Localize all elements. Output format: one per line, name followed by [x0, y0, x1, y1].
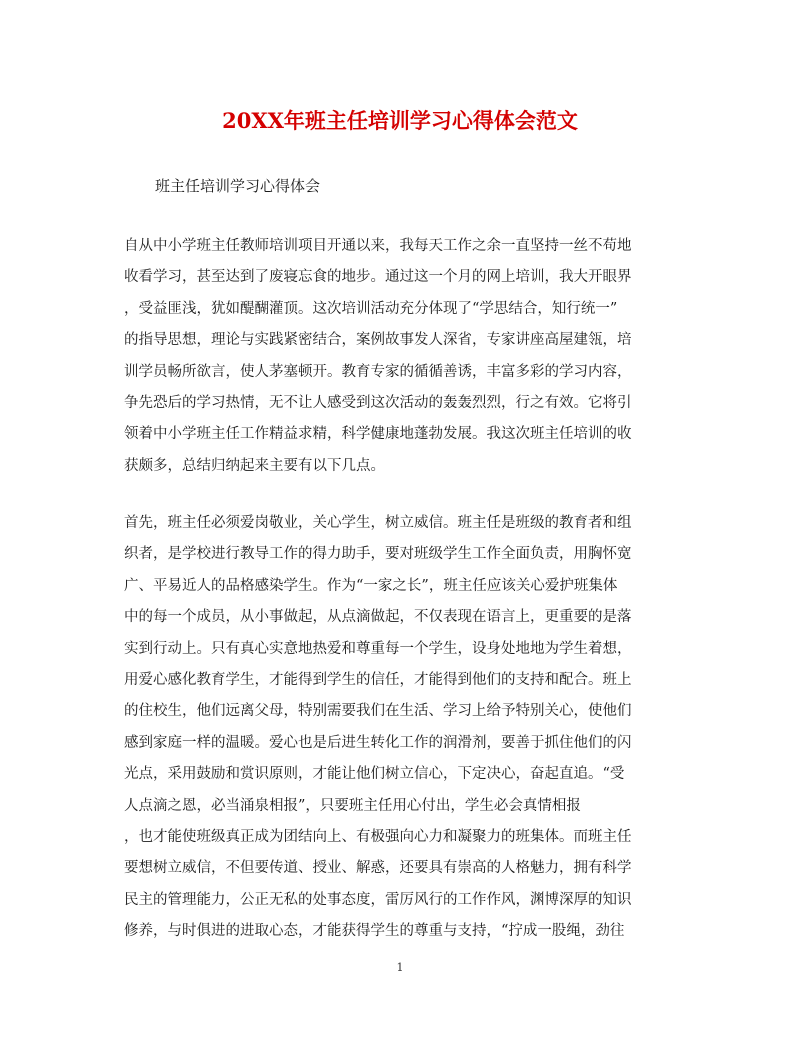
paragraph-line: 训学员畅所欲言，使人茅塞顿开。教育专家的循循善诱，丰富多彩的学习内容， — [124, 363, 632, 380]
paragraph-line: 修养，与时俱进的进取心态，才能获得学生的尊重与支持，“拧成一股绳，劲往 — [124, 923, 625, 940]
paragraph-line: ，受益匪浅，犹如醍醐灌顶。这次培训活动充分体现了“学思结合，知行统一” — [124, 300, 618, 317]
paragraph-line: 的住校生，他们远离父母，特别需要我们在生活、学习上给予特别关心，使他们 — [124, 703, 632, 720]
paragraph-line: 要想树立威信，不但要传道、授业、解惑，还要具有崇高的人格魅力，拥有科学 — [124, 860, 632, 877]
paragraph-line: 人点滴之恩，必当涌泉相报”，只要班主任用心付出，学生必会真情相报 — [124, 797, 581, 814]
paragraph-first-point — [124, 508, 680, 947]
paragraph-line: 广、平易近人的品格感染学生。作为“一家之长”，班主任应该关心爱护班集体 — [124, 577, 618, 594]
paragraph-line: 首先，班主任必须爱岗敬业，关心学生，树立威信。班主任是班级的教育者和组 — [124, 515, 632, 531]
document-subtitle: 班主任培训学习心得体会 — [155, 177, 321, 195]
paragraph-intro — [124, 231, 680, 482]
paragraph-line: 领着中小学班主任工作精益求精，科学健康地蓬勃发展。我这次班主任培训的收 — [124, 426, 632, 443]
paragraph-line: 争先恐后的学习热情，无不让人感受到这次活动的轰轰烈烈，行之有效。它将引 — [124, 394, 632, 411]
paragraph-line: 自从中小学班主任教师培训项目开通以来，我每天工作之余一直坚持一丝不苟地 — [124, 238, 632, 254]
paragraph-line: 感到家庭一样的温暖。爱心也是后进生转化工作的润滑剂，要善于抓住他们的闪 — [124, 734, 632, 751]
paragraph-line: ，也才能使班级真正成为团结向上、有极强向心力和凝聚力的班集体。而班主任 — [124, 828, 632, 845]
paragraph-line: 光点，采用鼓励和赏识原则，才能让他们树立信心，下定决心，奋起直追。“受 — [124, 766, 625, 783]
page-number: 1 — [396, 961, 404, 974]
paragraph-line: 的指导思想，理论与实践紧密结合，案例故事发人深省，专家讲座高屋建瓴，培 — [124, 332, 632, 349]
paragraph-line: 获颇多，总结归纳起来主要有以下几点。 — [124, 457, 385, 474]
paragraph-line: 收看学习，甚至达到了废寝忘食的地步。通过这一个月的网上培训，我大开眼界 — [124, 269, 632, 286]
paragraph-line: 中的每一个成员，从小事做起，从点滴做起，不仅表现在语言上，更重要的是落 — [124, 609, 632, 626]
paragraph-line: 实到行动上。只有真心实意地热爱和尊重每一个学生，设身处地地为学生着想， — [124, 640, 632, 657]
paragraph-line: 织者，是学校进行教导工作的得力助手，要对班级学生工作全面负责，用胸怀宽 — [124, 546, 632, 563]
paragraph-line: 用爱心感化教育学生，才能得到学生的信任，才能得到他们的支持和配合。班上 — [124, 671, 632, 688]
document-title: 20XX年班主任培训学习心得体会范文 — [222, 108, 578, 133]
paragraph-line: 民主的管理能力，公正无私的处事态度，雷厉风行的工作作风，渊博深厚的知识 — [124, 891, 632, 908]
